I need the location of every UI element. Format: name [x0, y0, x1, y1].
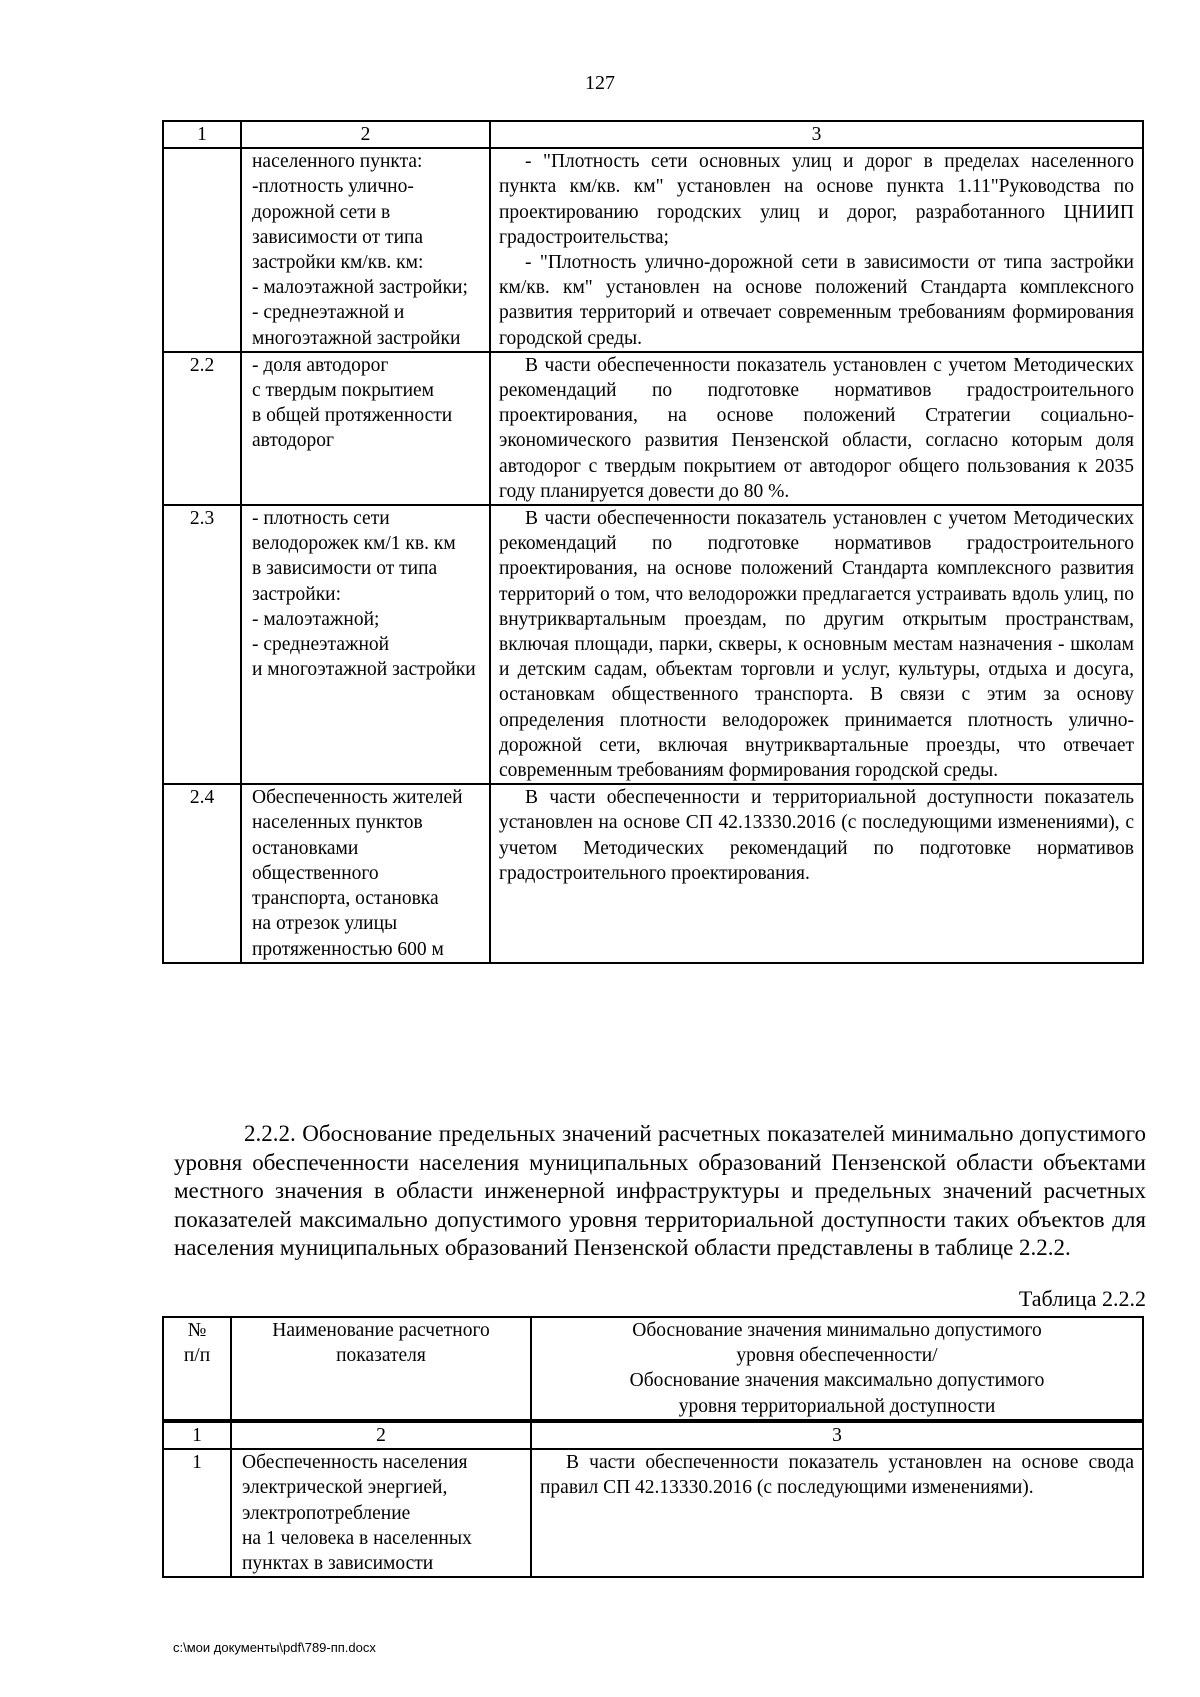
justification-cell: [490, 505, 1143, 784]
table-2-2-2-body: [162, 1421, 1144, 1578]
indicator-line: общественного: [252, 862, 379, 884]
table-caption: Таблица 2.2.2: [1018, 1286, 1146, 1311]
indicator-line: зависимости от типа: [252, 226, 424, 248]
indicator-line: застройки:: [252, 583, 342, 605]
table-row: [163, 784, 1143, 962]
indicator-line: - среднеэтажной: [252, 634, 390, 656]
header-line: Обоснование значения максимально допустимого: [629, 1370, 1045, 1392]
header-number-cell: [163, 1317, 231, 1420]
justification-text: В части обеспеченности показатель установлен с учетом Методических рекомендаций по подготовке нормативов градостроительного проектирования, на основе положений Стратегии социально-экономического развития Пензенской области, согласно которым доля автодорог с твердым покрытием от автодорог общего пользования к 2035 году планируется довести до 80 %.: [499, 354, 1134, 502]
header-line: Обоснование значения минимально допустимого: [632, 1320, 1042, 1341]
header-line: уровня обеспеченности/: [736, 1345, 938, 1367]
indicator-line: электропотребление: [242, 1502, 411, 1524]
row-number: 2.3: [163, 505, 241, 784]
header-cell-2: 2: [241, 121, 490, 148]
justification-text: В части обеспеченности показатель установлен на основе свода правил СП 42.13330.2016 (с последующими изменениями).: [540, 1452, 1134, 1499]
indicator-cell: [241, 352, 490, 505]
justification-cell: [490, 352, 1143, 505]
indicator-line: застройки км/кв. км:: [252, 252, 424, 274]
justification-text: - "Плотность улично-дорожной сети в зависимости от типа застройки км/кв. км" установлен на основе положений Стандарта комплексного развития территорий и отвечает современным требованиям формирования городской среды.: [499, 252, 1134, 349]
number-cell-1: 1: [163, 1422, 231, 1449]
row-number: [163, 148, 241, 352]
justification-cell: [490, 148, 1143, 352]
indicator-line: велодорожек км/1 кв. км: [252, 533, 456, 555]
justification-text: В части обеспеченности и территориальной доступности показатель установлен на основе СП 42.13330.2016 (с последующими изменениями), с учетом Методических рекомендаций по подготовке нормативов градостроительного проектирования.: [499, 787, 1134, 884]
header-line: п/п: [183, 1345, 211, 1367]
table-2-2-2-header: [162, 1316, 1144, 1421]
header-line: №: [187, 1320, 207, 1341]
indicator-line: транспорта, остановка: [252, 888, 439, 910]
indicator-line: - малоэтажной застройки;: [252, 277, 468, 299]
indicator-cell: [241, 784, 490, 962]
justification-cell: [490, 784, 1143, 962]
indicator-line: в общей протяженности: [252, 405, 453, 427]
indicator-line: - малоэтажной;: [252, 608, 380, 630]
header-justification-cell: [531, 1317, 1143, 1420]
row-number: 2.2: [163, 352, 241, 505]
indicator-line: на 1 человека в населенных: [242, 1527, 472, 1549]
indicator-line: в зависимости от типа: [252, 558, 438, 580]
table-header-row: [163, 1317, 1143, 1420]
header-line: Наименование расчетного: [272, 1320, 490, 1341]
table-header-row: [163, 121, 1143, 148]
indicator-line: пунктах в зависимости: [242, 1553, 434, 1575]
header-cell-3: 3: [490, 121, 1143, 148]
header-cell-1: 1: [163, 121, 241, 148]
indicator-cell: [241, 148, 490, 352]
row-number: 2.4: [163, 784, 241, 962]
indicator-line: электрической энергией,: [242, 1477, 448, 1499]
indicator-line: многоэтажной застройки: [252, 327, 461, 349]
indicator-line: на отрезок улицы: [252, 913, 398, 935]
file-path-footer: c:\мои документы\pdf\789-пп.docx: [173, 1640, 376, 1655]
header-indicator-cell: [231, 1317, 531, 1420]
indicator-line: населенного пункта:: [252, 151, 423, 173]
justification-cell: [531, 1449, 1143, 1577]
indicator-line: с твердым покрытием: [252, 380, 434, 402]
indicator-line: Обеспеченность населения: [242, 1452, 468, 1474]
table-indicators-continued: [162, 120, 1144, 964]
justification-text: В части обеспеченности показатель установлен с учетом Методических рекомендаций по подготовке нормативов градостроительного проектирования, на основе положений Стандарта комплексного развития территорий о том, что велодорожки предлагается устраивать вдоль улиц, по внутриквартальным проездам, по другим открытым пространствам, включая площади, парки, скверы, к основным местам назначения - школам и детским садам, объектам торговли и услуг, культуры, отдыха и досуга, остановкам общественного транспорта. В связи с этим за основу определения плотности велодорожек принимается плотность улично-дорожной сети, включая внутриквартальные проезды, что отвечает современным требованиям формирования городской среды.: [499, 508, 1134, 782]
section-paragraph: 2.2.2. Обоснование предельных значений расчетных показателей минимально допустимого уровня обеспеченности населения муниципальных образований Пензенской области объектами местного значения в области инженерной инфраструктуры и предельных значений расчетных показателей максимально допустимого уровня территориальной доступности таких объектов для населения муниципальных образований Пензенской области представлены в таблице 2.2.2.: [174, 1121, 1146, 1261]
indicator-line: остановками: [252, 837, 359, 859]
indicator-line: - плотность сети: [252, 508, 390, 530]
number-cell-2: 2: [231, 1422, 531, 1449]
table-row: [163, 505, 1143, 784]
indicator-cell: [241, 505, 490, 784]
table-row: [163, 1449, 1143, 1577]
table-row: [163, 148, 1143, 352]
row-number: 1: [163, 1449, 231, 1577]
page-number: 127: [585, 72, 615, 94]
indicator-line: - среднеэтажной и: [252, 302, 405, 324]
table-number-row: [163, 1422, 1143, 1449]
indicator-line: протяженностью 600 м: [252, 938, 444, 960]
indicator-line: населенных пунктов: [252, 812, 423, 834]
indicator-line: автодорог: [252, 430, 334, 452]
indicator-line: Обеспеченность жителей: [252, 787, 463, 809]
indicator-cell: [231, 1449, 531, 1577]
table-row: [163, 352, 1143, 505]
header-line: уровня территориальной доступности: [678, 1395, 996, 1417]
indicator-line: -плотность улично-: [252, 176, 414, 198]
header-line: показателя: [336, 1345, 426, 1367]
indicator-line: - доля автодорог: [252, 354, 389, 376]
number-cell-3: 3: [531, 1422, 1143, 1449]
justification-text: - "Плотность сети основных улиц и дорог в пределах населенного пункта км/кв. км" установлен на основе пункта 1.11"Руководства по проектированию городских улиц и дорог, разработанного ЦНИИП градостроительства;: [499, 151, 1134, 248]
indicator-line: дорожной сети в: [252, 201, 391, 223]
indicator-line: и многоэтажной застройки: [252, 659, 476, 681]
